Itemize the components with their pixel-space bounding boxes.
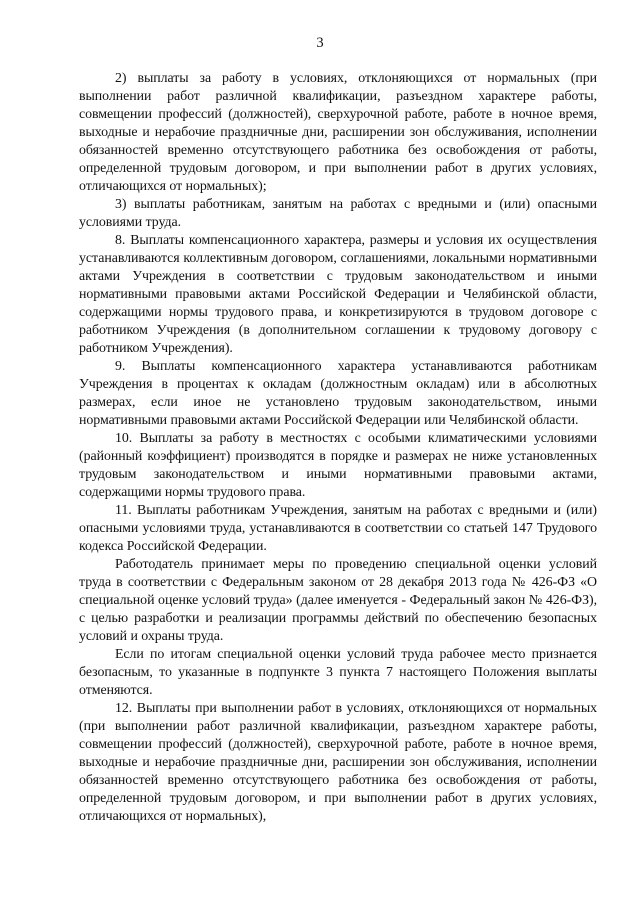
paragraph-safe-workplace: Если по итогам специальной оценки условий труда рабочее место признается безопасным, то указанные в подпункте 3 пункта 7 настоящего Положения выплаты отменяются.	[79, 647, 597, 698]
paragraph-item-11: 11. Выплаты работникам Учреждения, занятым на работах с вредными и (или) опасными условиями труда, устанавливаются в соответствии со статьей 147 Трудового кодекса Российской Федерации.	[79, 503, 597, 554]
paragraph-item-10: 10. Выплаты за работу в местностях с особыми климатическими условиями (районный коэффициент) производятся в порядке и размерах не ниже установленных трудовым законодательством и иными нормативными правовыми актами, содержащими нормы трудового права.	[79, 431, 597, 500]
paragraph-special-assessment: Работодатель принимает меры по проведению специальной оценки условий труда в соответствии с Федеральным законом от 28 декабря 2013 года № 426-ФЗ «О специальной оценке условий труда» (далее именуется - Федеральный закон № 426-ФЗ), с целью разработки и реализации программы действий по обеспечению безопасных условий и охраны труда.	[79, 557, 597, 644]
paragraph-item-8: 8. Выплаты компенсационного характера, размеры и условия их осуществления устанавливаются коллективным договором, соглашениями, локальными нормативными актами Учреждения в соответствии с трудовым законодательством и иными нормативными правовыми актами Российской Федерации и Челябинской области, содержащими нормы трудового права, и конкретизируются в трудовом договоре с работником Учреждения (в дополнительном соглашении к трудовому договору с работником Учреждения).	[79, 233, 597, 356]
paragraph-item-9: 9. Выплаты компенсационного характера устанавливаются работникам Учреждения в процентах к окладам (должностным окладам) или в абсолютных размерах, если иное не установлено трудовым законодательством, иными нормативными правовыми актами Российской Федерации или Челябинской области.	[79, 359, 597, 428]
paragraph-item-12: 12. Выплаты при выполнении работ в условиях, отклоняющихся от нормальных (при выполнении работ различной квалификации, разъездном характере работы, совмещении профессий (должностей), сверхурочной работе, работе в ночное время, выходные и нерабочие праздничные дни, расширении зон обслуживания, исполнении обязанностей временно отсутствующего работника без освобождения от работы, определенной трудовым договором, и при выполнении работ в других условиях, отличающихся от нормальных),	[79, 701, 597, 824]
paragraph-payments-abnormal-conditions: 2) выплаты за работу в условиях, отклоняющихся от нормальных (при выполнении работ различной квалификации, разъездном характере работы, совмещении профессий (должностей), сверхурочной работе, работе в ночное время, выходные и нерабочие праздничные дни, расширении зон обслуживания, исполнении обязанностей временно отсутствующего работника без освобождения от работы, определенной трудовым договором, и при выполнении работ в других условиях, отличающихся от нормальных);	[79, 71, 597, 194]
document-body	[79, 70, 597, 826]
paragraph-harmful-conditions-payments: 3) выплаты работникам, занятым на работах с вредными и (или) опасными условиями труда.	[79, 197, 597, 230]
page-number: 3	[316, 35, 324, 51]
